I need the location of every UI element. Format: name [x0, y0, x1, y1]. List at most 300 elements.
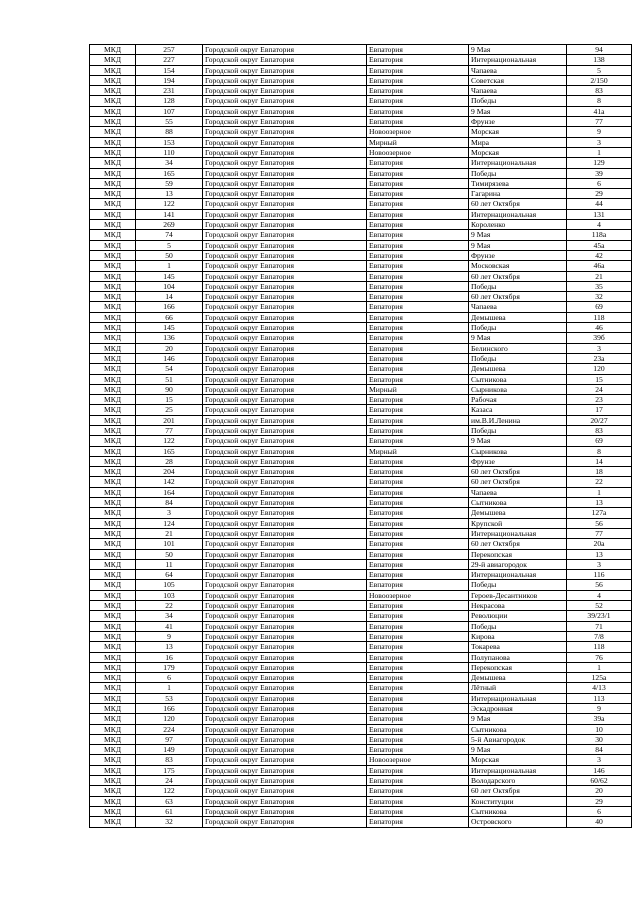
settlement-cell: Евпатория: [367, 343, 469, 353]
street-cell: Победы: [469, 425, 567, 435]
table-row: [90, 662, 632, 672]
house-number-cell: 20а: [567, 539, 632, 549]
table-row: [90, 652, 632, 662]
number-cell: 34: [136, 611, 203, 621]
street-cell: Чапаева: [469, 65, 567, 75]
house-number-cell: 69: [567, 302, 632, 312]
municipality-cell: Городской округ Евпатория: [203, 333, 367, 343]
municipality-cell: Городской округ Евпатория: [203, 395, 367, 405]
street-cell: Крупской: [469, 518, 567, 528]
house-number-cell: 1: [567, 662, 632, 672]
settlement-cell: Евпатория: [367, 611, 469, 621]
number-cell: 166: [136, 302, 203, 312]
street-cell: Победы: [469, 323, 567, 333]
municipality-cell: Городской округ Евпатория: [203, 117, 367, 127]
number-cell: 16: [136, 652, 203, 662]
house-number-cell: 9: [567, 704, 632, 714]
street-cell: Интернациональная: [469, 55, 567, 65]
settlement-cell: Евпатория: [367, 714, 469, 724]
table-row: [90, 353, 632, 363]
building-type-cell: МКД: [90, 199, 136, 209]
settlement-cell: Евпатория: [367, 570, 469, 580]
building-type-cell: МКД: [90, 384, 136, 394]
house-number-cell: 20: [567, 786, 632, 796]
table-row: [90, 281, 632, 291]
number-cell: 149: [136, 745, 203, 755]
street-cell: Победы: [469, 281, 567, 291]
building-type-cell: МКД: [90, 683, 136, 693]
table-row: [90, 271, 632, 281]
house-number-cell: 22: [567, 477, 632, 487]
municipality-cell: Городской округ Евпатория: [203, 302, 367, 312]
housing-registry-table: [89, 44, 632, 828]
number-cell: 166: [136, 704, 203, 714]
municipality-cell: Городской округ Евпатория: [203, 734, 367, 744]
settlement-cell: Евпатория: [367, 189, 469, 199]
settlement-cell: Мирный: [367, 137, 469, 147]
municipality-cell: Городской округ Евпатория: [203, 209, 367, 219]
municipality-cell: Городской округ Евпатория: [203, 570, 367, 580]
house-number-cell: 94: [567, 45, 632, 55]
street-cell: Некрасова: [469, 601, 567, 611]
house-number-cell: 77: [567, 528, 632, 538]
building-type-cell: МКД: [90, 745, 136, 755]
settlement-cell: Евпатория: [367, 271, 469, 281]
building-type-cell: МКД: [90, 611, 136, 621]
street-cell: Сытникова: [469, 724, 567, 734]
number-cell: 59: [136, 178, 203, 188]
municipality-cell: Городской округ Евпатория: [203, 137, 367, 147]
building-type-cell: МКД: [90, 776, 136, 786]
building-type-cell: МКД: [90, 673, 136, 683]
municipality-cell: Городской округ Евпатория: [203, 662, 367, 672]
settlement-cell: Евпатория: [367, 281, 469, 291]
municipality-cell: Городской округ Евпатория: [203, 250, 367, 260]
street-cell: Московская: [469, 261, 567, 271]
number-cell: 269: [136, 220, 203, 230]
house-number-cell: 52: [567, 601, 632, 611]
house-number-cell: 146: [567, 765, 632, 775]
street-cell: Сырникова: [469, 384, 567, 394]
building-type-cell: МКД: [90, 137, 136, 147]
table-row: [90, 559, 632, 569]
settlement-cell: Евпатория: [367, 467, 469, 477]
number-cell: 122: [136, 199, 203, 209]
number-cell: 50: [136, 250, 203, 260]
number-cell: 84: [136, 498, 203, 508]
number-cell: 54: [136, 364, 203, 374]
house-number-cell: 18: [567, 467, 632, 477]
table-row: [90, 55, 632, 65]
building-type-cell: МКД: [90, 106, 136, 116]
street-cell: Интернациональная: [469, 693, 567, 703]
number-cell: 64: [136, 570, 203, 580]
house-number-cell: 44: [567, 199, 632, 209]
number-cell: 20: [136, 343, 203, 353]
street-cell: 5-й Авиагородок: [469, 734, 567, 744]
settlement-cell: Евпатория: [367, 220, 469, 230]
municipality-cell: Городской округ Евпатория: [203, 528, 367, 538]
municipality-cell: Городской округ Евпатория: [203, 178, 367, 188]
municipality-cell: Городской округ Евпатория: [203, 384, 367, 394]
settlement-cell: Евпатория: [367, 662, 469, 672]
settlement-cell: Евпатория: [367, 436, 469, 446]
municipality-cell: Городской округ Евпатория: [203, 281, 367, 291]
number-cell: 136: [136, 333, 203, 343]
settlement-cell: Евпатория: [367, 786, 469, 796]
settlement-cell: Евпатория: [367, 395, 469, 405]
municipality-cell: Городской округ Евпатория: [203, 817, 367, 827]
number-cell: 122: [136, 436, 203, 446]
table-row: [90, 724, 632, 734]
municipality-cell: Городской округ Евпатория: [203, 415, 367, 425]
building-type-cell: МКД: [90, 178, 136, 188]
house-number-cell: 21: [567, 271, 632, 281]
municipality-cell: Городской округ Евпатория: [203, 776, 367, 786]
table-row: [90, 549, 632, 559]
street-cell: 60 лет Октября: [469, 539, 567, 549]
street-cell: Победы: [469, 96, 567, 106]
table-row: [90, 642, 632, 652]
building-type-cell: МКД: [90, 55, 136, 65]
table-row: [90, 415, 632, 425]
building-type-cell: МКД: [90, 786, 136, 796]
street-cell: Володарского: [469, 776, 567, 786]
street-cell: 60 лет Октября: [469, 292, 567, 302]
table-row: [90, 456, 632, 466]
building-type-cell: МКД: [90, 755, 136, 765]
municipality-cell: Городской округ Евпатория: [203, 147, 367, 157]
municipality-cell: Городской округ Евпатория: [203, 86, 367, 96]
municipality-cell: Городской округ Евпатория: [203, 796, 367, 806]
table-row: [90, 621, 632, 631]
street-cell: Фрунзе: [469, 117, 567, 127]
building-type-cell: МКД: [90, 343, 136, 353]
number-cell: 1: [136, 261, 203, 271]
settlement-cell: Евпатория: [367, 704, 469, 714]
number-cell: 34: [136, 158, 203, 168]
street-cell: Демышева: [469, 673, 567, 683]
settlement-cell: Евпатория: [367, 353, 469, 363]
number-cell: 145: [136, 271, 203, 281]
table-row: [90, 570, 632, 580]
house-number-cell: 84: [567, 745, 632, 755]
house-number-cell: 138: [567, 55, 632, 65]
street-cell: им.В.И.Ленина: [469, 415, 567, 425]
settlement-cell: Евпатория: [367, 817, 469, 827]
street-cell: Сытникова: [469, 806, 567, 816]
number-cell: 66: [136, 312, 203, 322]
municipality-cell: Городской округ Евпатория: [203, 230, 367, 240]
table-row: [90, 498, 632, 508]
municipality-cell: Городской округ Евпатория: [203, 611, 367, 621]
house-number-cell: 15: [567, 374, 632, 384]
municipality-cell: Городской округ Евпатория: [203, 240, 367, 250]
municipality-cell: Городской округ Евпатория: [203, 539, 367, 549]
number-cell: 231: [136, 86, 203, 96]
settlement-cell: Евпатория: [367, 374, 469, 384]
house-number-cell: 3: [567, 137, 632, 147]
number-cell: 22: [136, 601, 203, 611]
building-type-cell: МКД: [90, 652, 136, 662]
number-cell: 194: [136, 75, 203, 85]
municipality-cell: Городской округ Евпатория: [203, 745, 367, 755]
table-row: [90, 292, 632, 302]
municipality-cell: Городской округ Евпатория: [203, 580, 367, 590]
building-type-cell: МКД: [90, 580, 136, 590]
building-type-cell: МКД: [90, 261, 136, 271]
number-cell: 74: [136, 230, 203, 240]
house-number-cell: 129: [567, 158, 632, 168]
building-type-cell: МКД: [90, 323, 136, 333]
table-row: [90, 539, 632, 549]
settlement-cell: Евпатория: [367, 250, 469, 260]
settlement-cell: Евпатория: [367, 209, 469, 219]
settlement-cell: Евпатория: [367, 168, 469, 178]
municipality-cell: Городской округ Евпатория: [203, 65, 367, 75]
number-cell: 227: [136, 55, 203, 65]
number-cell: 51: [136, 374, 203, 384]
settlement-cell: Евпатория: [367, 106, 469, 116]
building-type-cell: МКД: [90, 395, 136, 405]
settlement-cell: Новоозерное: [367, 147, 469, 157]
street-cell: Интернациональная: [469, 765, 567, 775]
street-cell: 9 Мая: [469, 436, 567, 446]
number-cell: 179: [136, 662, 203, 672]
house-number-cell: 39/23/1: [567, 611, 632, 621]
house-number-cell: 9: [567, 127, 632, 137]
number-cell: 32: [136, 817, 203, 827]
table-row: [90, 755, 632, 765]
table-row: [90, 806, 632, 816]
number-cell: 6: [136, 673, 203, 683]
street-cell: Морская: [469, 755, 567, 765]
municipality-cell: Городской округ Евпатория: [203, 806, 367, 816]
building-type-cell: МКД: [90, 590, 136, 600]
building-type-cell: МКД: [90, 220, 136, 230]
street-cell: Конституции: [469, 796, 567, 806]
settlement-cell: Евпатория: [367, 776, 469, 786]
street-cell: Перекопская: [469, 549, 567, 559]
street-cell: Революции: [469, 611, 567, 621]
table-row: [90, 127, 632, 137]
settlement-cell: Евпатория: [367, 518, 469, 528]
building-type-cell: МКД: [90, 498, 136, 508]
number-cell: 21: [136, 528, 203, 538]
building-type-cell: МКД: [90, 817, 136, 827]
table-row: [90, 436, 632, 446]
settlement-cell: Евпатория: [367, 683, 469, 693]
number-cell: 224: [136, 724, 203, 734]
house-number-cell: 13: [567, 498, 632, 508]
house-number-cell: 39б: [567, 333, 632, 343]
house-number-cell: 8: [567, 446, 632, 456]
number-cell: 61: [136, 806, 203, 816]
settlement-cell: Новоозерное: [367, 127, 469, 137]
number-cell: 110: [136, 147, 203, 157]
street-cell: Рабочая: [469, 395, 567, 405]
settlement-cell: Евпатория: [367, 333, 469, 343]
number-cell: 9: [136, 631, 203, 641]
building-type-cell: МКД: [90, 467, 136, 477]
number-cell: 90: [136, 384, 203, 394]
municipality-cell: Городской округ Евпатория: [203, 621, 367, 631]
table-row: [90, 168, 632, 178]
municipality-cell: Городской округ Евпатория: [203, 106, 367, 116]
settlement-cell: Евпатория: [367, 45, 469, 55]
house-number-cell: 120: [567, 364, 632, 374]
street-cell: Фрунзе: [469, 250, 567, 260]
number-cell: 28: [136, 456, 203, 466]
building-type-cell: МКД: [90, 642, 136, 652]
municipality-cell: Городской округ Евпатория: [203, 508, 367, 518]
municipality-cell: Городской округ Евпатория: [203, 590, 367, 600]
street-cell: Советская: [469, 75, 567, 85]
street-cell: Мира: [469, 137, 567, 147]
house-number-cell: 23а: [567, 353, 632, 363]
municipality-cell: Городской округ Евпатория: [203, 559, 367, 569]
house-number-cell: 127а: [567, 508, 632, 518]
table-row: [90, 323, 632, 333]
building-type-cell: МКД: [90, 75, 136, 85]
municipality-cell: Городской округ Евпатория: [203, 467, 367, 477]
settlement-cell: Евпатория: [367, 477, 469, 487]
settlement-cell: Евпатория: [367, 158, 469, 168]
municipality-cell: Городской округ Евпатория: [203, 631, 367, 641]
table-row: [90, 209, 632, 219]
building-type-cell: МКД: [90, 230, 136, 240]
table-row: [90, 199, 632, 209]
number-cell: 142: [136, 477, 203, 487]
street-cell: 9 Мая: [469, 240, 567, 250]
building-type-cell: МКД: [90, 147, 136, 157]
street-cell: Гагарина: [469, 189, 567, 199]
municipality-cell: Городской округ Евпатория: [203, 477, 367, 487]
street-cell: Белинского: [469, 343, 567, 353]
municipality-cell: Городской округ Евпатория: [203, 436, 367, 446]
building-type-cell: МКД: [90, 456, 136, 466]
house-number-cell: 20/27: [567, 415, 632, 425]
table-row: [90, 189, 632, 199]
municipality-cell: Городской округ Евпатория: [203, 518, 367, 528]
number-cell: 13: [136, 189, 203, 199]
building-type-cell: МКД: [90, 281, 136, 291]
settlement-cell: Евпатория: [367, 549, 469, 559]
street-cell: Лётный: [469, 683, 567, 693]
building-type-cell: МКД: [90, 271, 136, 281]
street-cell: Кирова: [469, 631, 567, 641]
house-number-cell: 8: [567, 96, 632, 106]
municipality-cell: Городской округ Евпатория: [203, 45, 367, 55]
street-cell: 60 лет Октября: [469, 199, 567, 209]
street-cell: 60 лет Октября: [469, 467, 567, 477]
municipality-cell: Городской округ Евпатория: [203, 55, 367, 65]
settlement-cell: Евпатория: [367, 312, 469, 322]
settlement-cell: Евпатория: [367, 75, 469, 85]
number-cell: 55: [136, 117, 203, 127]
table-row: [90, 302, 632, 312]
municipality-cell: Городской округ Евпатория: [203, 673, 367, 683]
house-number-cell: 113: [567, 693, 632, 703]
settlement-cell: Евпатория: [367, 117, 469, 127]
municipality-cell: Городской округ Евпатория: [203, 755, 367, 765]
table-row: [90, 508, 632, 518]
building-type-cell: МКД: [90, 415, 136, 425]
number-cell: 41: [136, 621, 203, 631]
settlement-cell: Евпатория: [367, 415, 469, 425]
municipality-cell: Городской округ Евпатория: [203, 374, 367, 384]
settlement-cell: Евпатория: [367, 765, 469, 775]
settlement-cell: Евпатория: [367, 261, 469, 271]
table-row: [90, 75, 632, 85]
settlement-cell: Евпатория: [367, 456, 469, 466]
house-number-cell: 29: [567, 189, 632, 199]
settlement-cell: Евпатория: [367, 652, 469, 662]
house-number-cell: 39: [567, 168, 632, 178]
municipality-cell: Городской округ Евпатория: [203, 498, 367, 508]
number-cell: 175: [136, 765, 203, 775]
building-type-cell: МКД: [90, 693, 136, 703]
street-cell: 9 Мая: [469, 745, 567, 755]
settlement-cell: Евпатория: [367, 240, 469, 250]
table-row: [90, 343, 632, 353]
house-number-cell: 5: [567, 65, 632, 75]
municipality-cell: Городской округ Евпатория: [203, 765, 367, 775]
house-number-cell: 2/150: [567, 75, 632, 85]
table-row: [90, 261, 632, 271]
settlement-cell: Новоозерное: [367, 590, 469, 600]
municipality-cell: Городской округ Евпатория: [203, 446, 367, 456]
table-row: [90, 333, 632, 343]
street-cell: 9 Мая: [469, 333, 567, 343]
street-cell: Демышева: [469, 312, 567, 322]
building-type-cell: МКД: [90, 405, 136, 415]
building-type-cell: МКД: [90, 621, 136, 631]
house-number-cell: 3: [567, 559, 632, 569]
table-row: [90, 405, 632, 415]
street-cell: Победы: [469, 353, 567, 363]
street-cell: Интернациональная: [469, 528, 567, 538]
table-row: [90, 96, 632, 106]
building-type-cell: МКД: [90, 570, 136, 580]
street-cell: 9 Мая: [469, 230, 567, 240]
settlement-cell: Евпатория: [367, 55, 469, 65]
table-row: [90, 580, 632, 590]
house-number-cell: 13: [567, 549, 632, 559]
municipality-cell: Городской округ Евпатория: [203, 786, 367, 796]
house-number-cell: 45а: [567, 240, 632, 250]
municipality-cell: Городской округ Евпатория: [203, 127, 367, 137]
number-cell: 53: [136, 693, 203, 703]
settlement-cell: Евпатория: [367, 693, 469, 703]
table-row: [90, 65, 632, 75]
table-row: [90, 395, 632, 405]
table-row: [90, 384, 632, 394]
settlement-cell: Евпатория: [367, 621, 469, 631]
settlement-cell: Евпатория: [367, 498, 469, 508]
settlement-cell: Евпатория: [367, 508, 469, 518]
number-cell: 204: [136, 467, 203, 477]
street-cell: 9 Мая: [469, 714, 567, 724]
house-number-cell: 118: [567, 312, 632, 322]
building-type-cell: МКД: [90, 168, 136, 178]
building-type-cell: МКД: [90, 734, 136, 744]
table-row: [90, 683, 632, 693]
settlement-cell: Евпатория: [367, 178, 469, 188]
municipality-cell: Городской округ Евпатория: [203, 693, 367, 703]
street-cell: 60 лет Октября: [469, 271, 567, 281]
building-type-cell: МКД: [90, 117, 136, 127]
